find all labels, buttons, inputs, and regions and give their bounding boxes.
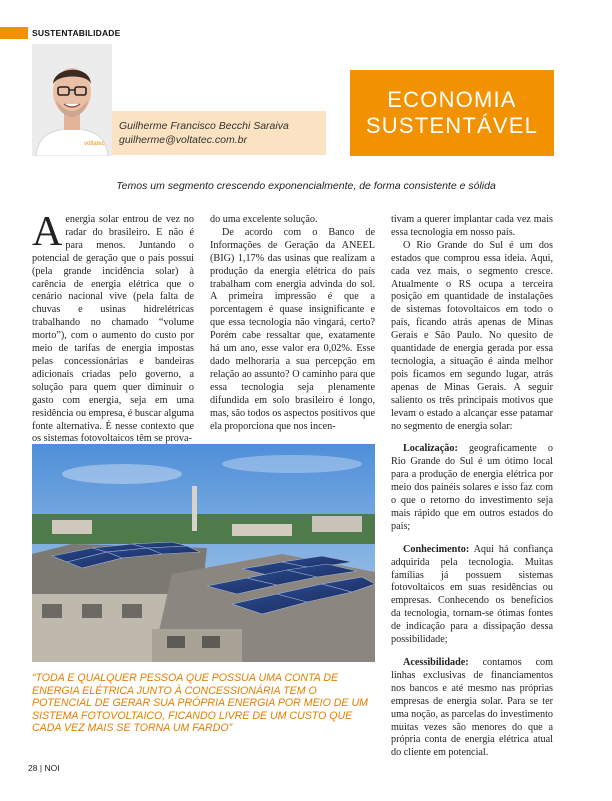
article-subtitle: Temos um segmento crescendo exponencialmente, de forma consistente e sólida	[116, 180, 496, 192]
article-title-box	[350, 70, 554, 156]
solar-rooftop-photo	[32, 444, 375, 662]
drop-cap: A	[32, 209, 63, 255]
text-column-2	[210, 214, 375, 433]
page-folio	[28, 763, 60, 773]
pull-quote: “TODA E QUALQUER PESSOA QUE POSSUA UMA CONTA DE ENERGIA ELÉTRICA JUNTO À CONCESSIONÁRIA TEM O POTENCIAL DE GERAR SUA PRÓPRIA ENERGIA POR MEIO DE UM SISTEMA FOTOVOLTAICO, FICANDO LIVRE DE UM CUSTO QUE CADA VEZ MAIS SE TORNA UM FARDO”	[32, 672, 368, 735]
section-color-bar	[0, 27, 28, 39]
author-email: guilherme@voltatec.com.br	[119, 134, 247, 146]
topic-localizacao: Localização: geograficamente o Rio Grande do Sul é um ótimo local para a produção de energia elétrica por meio dos painéis solares e isso faz com o que o retorno do investimento seja mais rápido que em outros estados do país;	[391, 443, 553, 532]
author-name: Guilherme Francisco Becchi Saraiva	[119, 120, 289, 132]
section-label: SUSTENTABILIDADE	[32, 28, 121, 38]
topic-conhecimento: Conhecimento: Aqui há confiança adquirida pela tecnologia. Muitas famílias já possuem sistemas fotovoltaicos em suas residências ou empresas. Conhecendo os benefícios da tecnologia, tornam-se ótimas fontes de indicação para a dissipação dessa possibilidade;	[391, 543, 553, 646]
topic-acessibilidade: Acessibilidade: contamos com linhas exclusivas de financiamentos nos bancos e até mesmo nas próprias empresas de energia solar. Para se ter uma noção, as parcelas do investimento muitas vezes são menores do que a própria conta de energia elétrica atual do cliente em potencial.	[391, 657, 553, 759]
paragraph: tivam a querer implantar cada vez mais essa tecnologia em nosso país.	[391, 214, 553, 238]
title-line-1: ECONOMIA	[387, 87, 517, 112]
paragraph: De acordo com o Banco de Informações de Geração da ANEEL (BIG) 1,17% das usinas que realizam a produção da energia elétrica do país trabalham com energia advinda do sol. A primeira impressão é que a porcentagem é quase insignificante e que essa tecnologia não vingará, certo? Porém cabe ressaltar que, exatamente há um ano, esse valor era 0,02%. Esse dado melhoraria a sua percepção em relação ao assunto? O caminho para que essa tecnologia seja plenamente difundida em solo brasileiro é longo, mas, são todos os aspectos positivos que ela proporciona que nos incen-	[210, 226, 375, 432]
magazine-name: NOI	[44, 763, 60, 773]
text-column-1	[32, 209, 194, 446]
author-info-strip	[112, 111, 326, 155]
paragraph: do uma excelente solução.	[210, 214, 318, 225]
page-number: 28	[28, 763, 38, 773]
paragraph: Aenergia solar entrou de vez no radar do brasileiro. E não é para menos. Juntando o potencial de geração que o país possui (pela grande incidência solar) à carência de energia elétrica que o cenário nacional vive (pela falta de chuvas e usinas hidrelétricas trabalhando no chamado “volume morto”), com o aumento do custo por meio de tarifas de energia impostas pelas concessionárias e bandeiras adicionais criadas pelo governo, a solução para quem quer diminuir o gasto com energia, seja em uma residência ou empresa, é buscar alguma fonte alternativa. É nesse contexto que os sistemas fotovoltaicos têm se prova-	[32, 209, 194, 445]
folio-separator: |	[39, 763, 43, 773]
author-photo	[32, 44, 112, 156]
text-column-3	[391, 214, 553, 760]
shirt-logo: voltatec	[84, 141, 105, 147]
title-line-2: SUSTENTÁVEL	[365, 113, 539, 138]
paragraph: O Rio Grande do Sul é um dos estados que comprou essa ideia. Aqui, cada vez mais, o segmento cresce. Atualmente o RS ocupa a terceira posição em quantidade de instalações de sistemas fotovoltaicos em todo o país, ficando atrás apenas de Minas Gerais e São Paulo. No quesito de quantidade de energia gerada por essa tecnologia, a situação é ainda melhor pois ficamos em segundo lugar, atrás apenas de Minas Gerais. A seguir saliento os três principais motivos que levam o estado a alcançar esse patamar no segmento de energia solar:	[391, 239, 553, 432]
